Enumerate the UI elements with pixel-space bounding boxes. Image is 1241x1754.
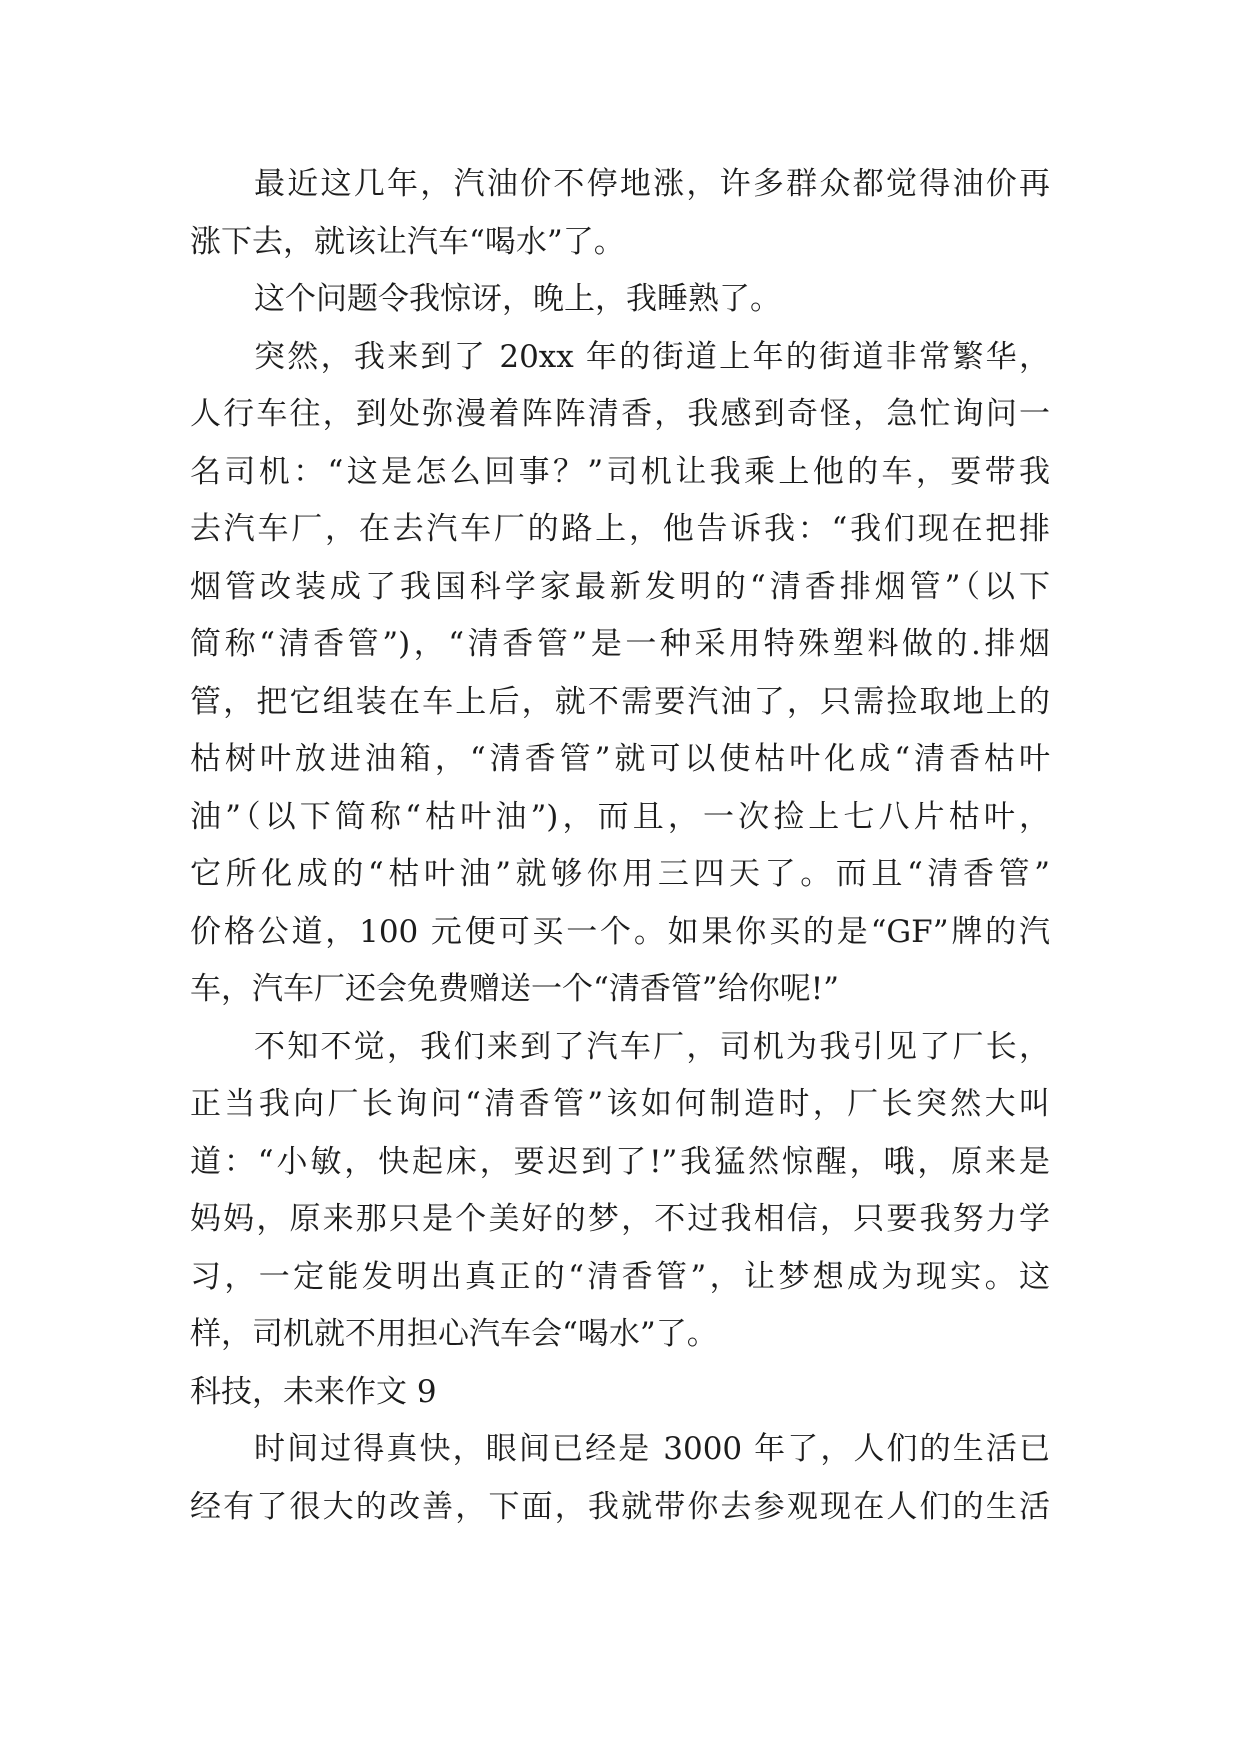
text-line: 样，司机就不用担心汽车会“喝水”了。 bbox=[190, 1316, 718, 1352]
paragraph bbox=[190, 156, 1050, 271]
text-line: 人行车往，到处弥漫着阵阵清香，我感到奇怪，急忙询问一 bbox=[190, 396, 1050, 432]
text-line: 名司机：“这是怎么回事？”司机让我乘上他的车，要带我 bbox=[190, 453, 1050, 490]
paragraph bbox=[190, 271, 1050, 329]
text-line: 时间过得真快，眼间已经是 3000 年了，人们的生活已 bbox=[254, 1431, 1050, 1467]
paragraph bbox=[190, 1019, 1050, 1364]
text-line: 不知不觉，我们来到了汽车厂，司机为我引见了厂长， bbox=[254, 1028, 1050, 1065]
paragraph bbox=[190, 329, 1050, 1019]
text-line: 枯树叶放进油箱，“清香管”就可以使枯叶化成“清香枯叶 bbox=[190, 741, 1050, 777]
text-line: 最近这几年，汽油价不停地涨，许多群众都觉得油价再 bbox=[254, 166, 1050, 202]
text-line: 去汽车厂，在去汽车厂的路上，他告诉我：“我们现在把排 bbox=[190, 511, 1050, 547]
text-line: 突然，我来到了 20xx 年的街道上年的街道非常繁华， bbox=[254, 338, 1050, 375]
document-body bbox=[190, 156, 1050, 1536]
text-line: 道：“小敏，快起床，要迟到了!”我猛然惊醒，哦，原来是 bbox=[190, 1143, 1050, 1180]
section-heading: 科技，未来作文 9 bbox=[190, 1373, 437, 1410]
text-line: 烟管改装成了我国科学家最新发明的“清香排烟管”（以下 bbox=[190, 568, 1050, 605]
text-line: 涨下去，就该让汽车“喝水”了。 bbox=[190, 223, 625, 260]
text-line: 简称“清香管”)，“清香管”是一种采用特殊塑料做的.排烟 bbox=[190, 626, 1050, 662]
text-line: 油”（以下简称“枯叶油”)，而且，一次捡上七八片枯叶， bbox=[190, 798, 1050, 835]
text-line: 这个问题令我惊讶，晚上，我睡熟了。 bbox=[254, 281, 781, 317]
paragraph bbox=[190, 1421, 1050, 1536]
text-line: 妈妈，原来那只是个美好的梦，不过我相信，只要我努力学 bbox=[190, 1201, 1050, 1237]
text-line: 价格公道，100 元便可买一个。如果你买的是“GF”牌的汽 bbox=[190, 913, 1050, 950]
text-line: 车，汽车厂还会免费赠送一个“清香管”给你呢!” bbox=[190, 971, 839, 1007]
text-line: 它所化成的“枯叶油”就够你用三四天了。而且“清香管” bbox=[190, 856, 1050, 892]
text-line: 正当我向厂长询问“清香管”该如何制造时，厂长突然大叫 bbox=[190, 1086, 1050, 1122]
text-line: 习，一定能发明出真正的“清香管”，让梦想成为现实。这 bbox=[190, 1258, 1050, 1295]
text-line: 经有了很大的改善，下面，我就带你去参观现在人们的生活 bbox=[190, 1488, 1050, 1525]
text-line: 管，把它组装在车上后，就不需要汽油了，只需捡取地上的 bbox=[190, 683, 1050, 720]
